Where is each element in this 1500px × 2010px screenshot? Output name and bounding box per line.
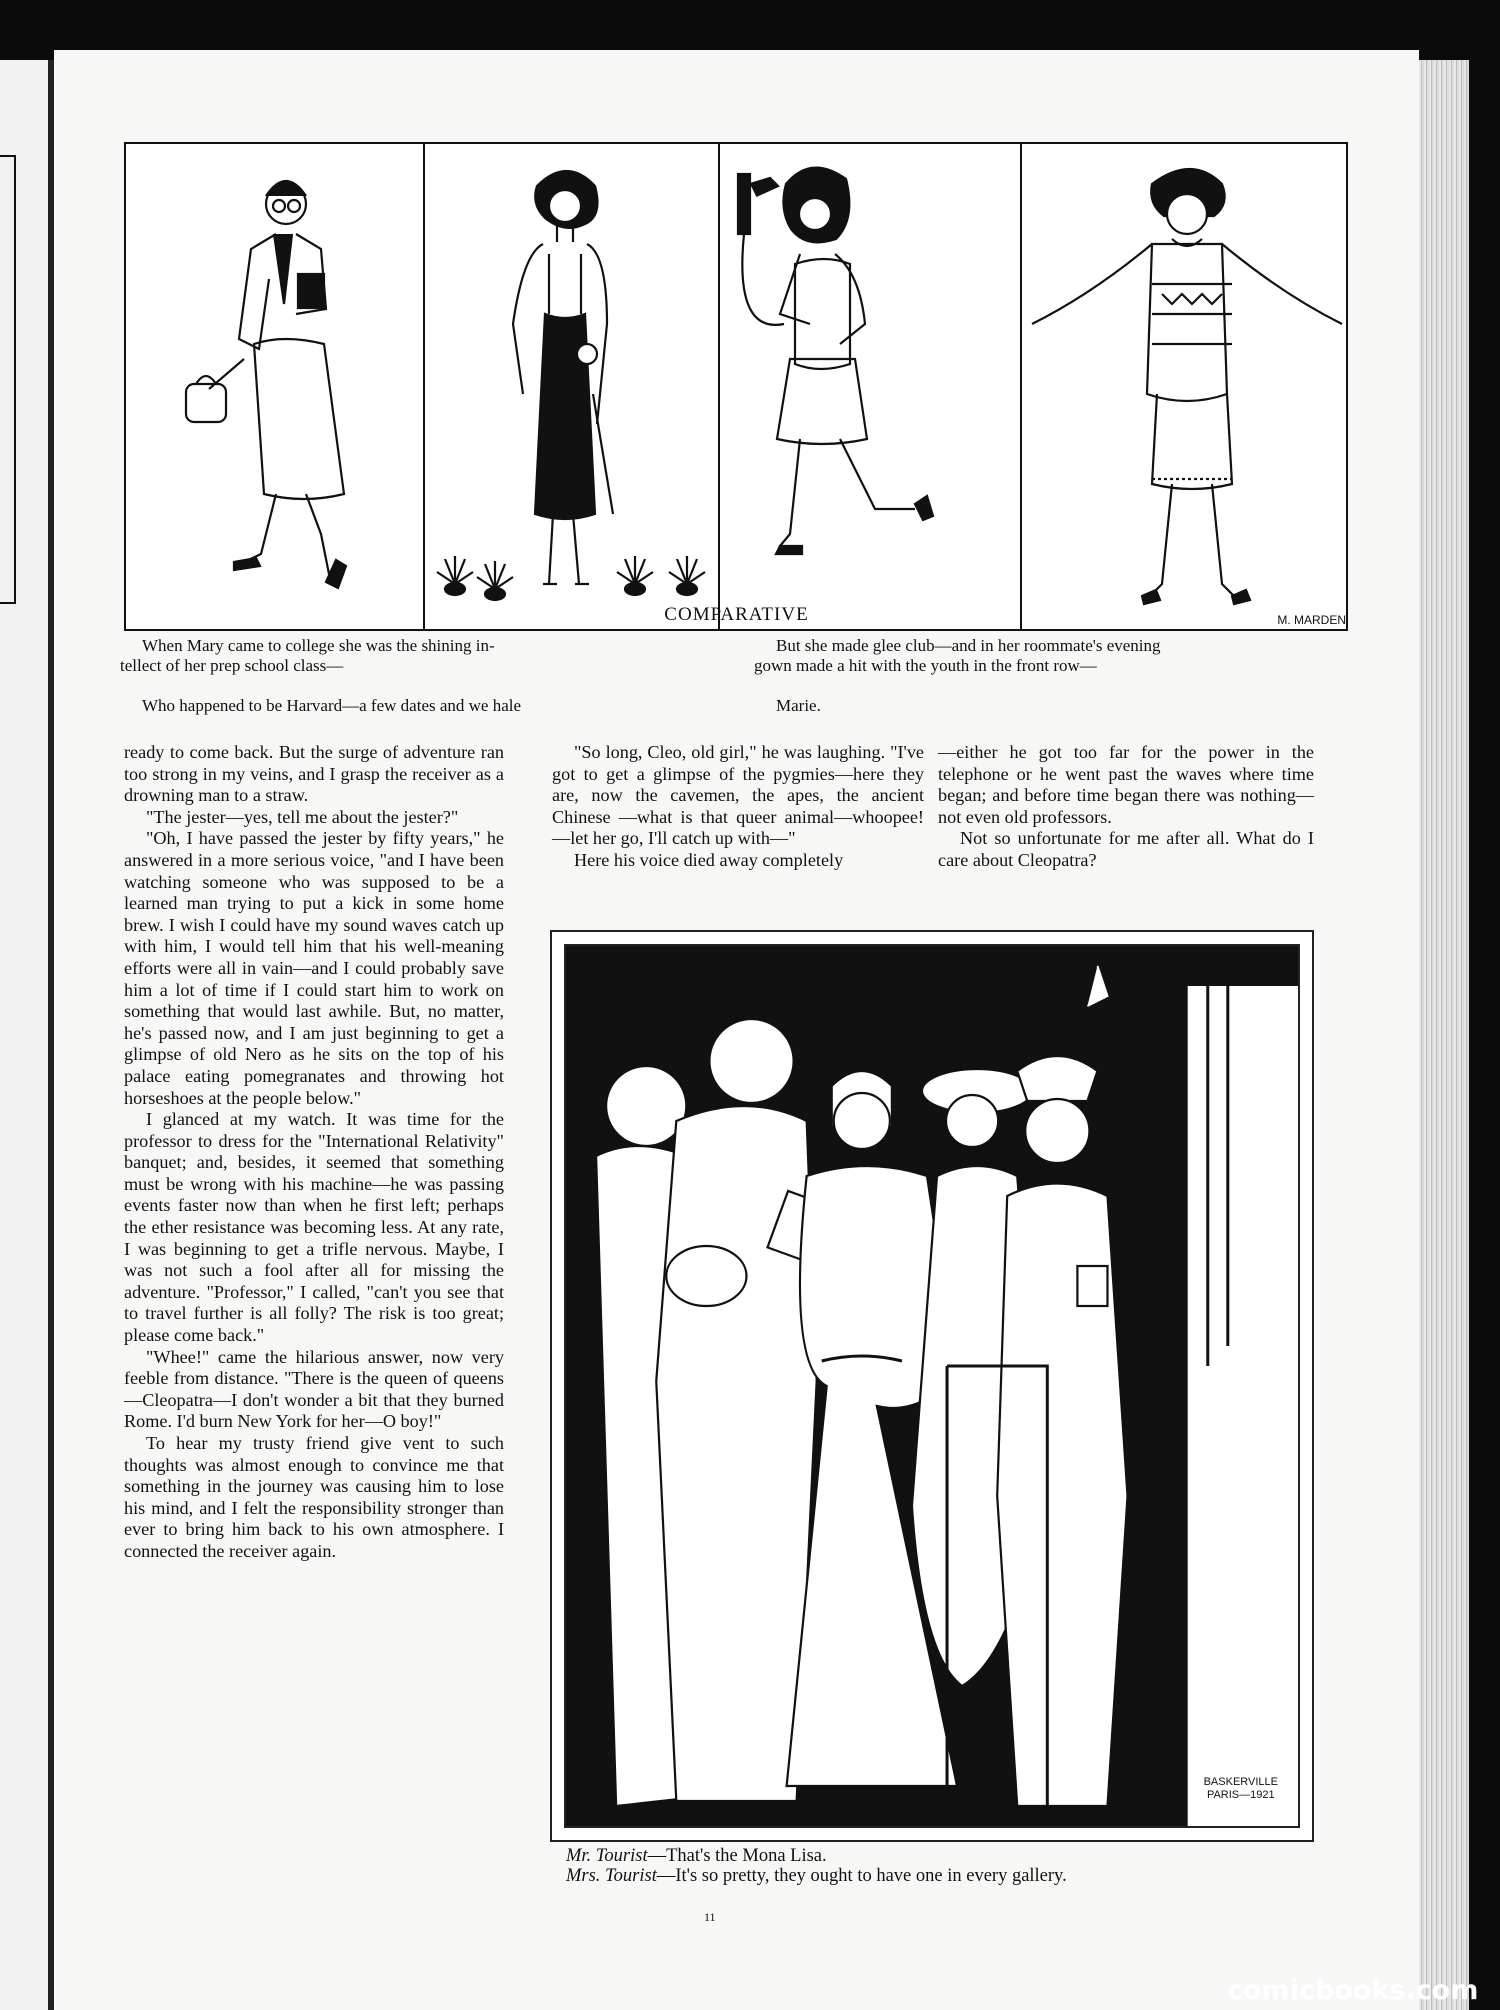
panel-telephone: [720, 144, 1022, 629]
illustration-caption: [566, 1846, 1067, 1886]
tourists-drawing: [566, 946, 1298, 1826]
paragraph: "So long, Cleo, old girl," he was laughing. "I've got to get a glimpse of the pygmies—here they are, now the cavemen, the apes, the ancient Chinese —what is that queer animal—whoopee! —let her go, I'll catch up with—": [552, 742, 924, 849]
paragraph: "Whee!" came the hilarious answer, now very feeble from distance. "There is the queen of queens—Cleopatra—I don't wonder a bit that they burned Rome. I'd burn New York for her—O boy!": [124, 1346, 504, 1432]
illustration-scene: [564, 944, 1300, 1828]
caption-left-line1: When Mary came to college she was the shining in-: [142, 636, 495, 655]
caption-left: [120, 636, 700, 716]
strip-signature: M. MARDEN: [1277, 613, 1346, 627]
caption-right: [754, 636, 1354, 716]
caption-right-line2: gown made a hit with the youth in the front row—: [754, 656, 1097, 675]
paragraph: Not so unfortunate for me after all. What do I care about Cleopatra?: [938, 828, 1314, 870]
facing-page-frame: [0, 155, 16, 604]
caption-right-line1: But she made glee club—and in her roommate's evening: [776, 636, 1161, 655]
paragraph: Here his voice died away completely: [574, 849, 844, 870]
panel-marie: [1022, 144, 1352, 629]
artist-name: BASKERVILLE: [1203, 1776, 1278, 1788]
caption-left-line3: Who happened to be Harvard—a few dates and we hale: [142, 696, 522, 715]
caption-line-1: [566, 1846, 1067, 1866]
paragraph: To hear my trusty friend give vent to such thoughts was almost enough to convince me that something in the journey was causing him to lose his mind, and I felt the responsibility stronger than ever to bring him back to his own atmosphere. I connected the receiver again.: [124, 1433, 504, 1561]
paragraph: —either he got too far for the power in the telephone or he went past the waves where time began; and before time began there was nothing—not even old professors.: [938, 742, 1314, 827]
caption-right-line3: Marie.: [776, 696, 821, 715]
panel-student: [126, 144, 425, 629]
page-number: 11: [704, 1910, 716, 1924]
evening-gown-figure: [425, 144, 718, 629]
facing-page-edge: [0, 60, 48, 2010]
paragraph: I glanced at my watch. It was time for the professor to dress for the "International Relativity" banquet; and, besides, it seemed that something must be wrong with his machine—he was passing events faster now than when he first left; perhaps the ether resistance was becoming less. At any rate, I was beginning to get a trifle nervous. Maybe, I was not such a fool after all for missing the adventure. "Professor," I called, "can't you see that to travel further is all folly? The risk is too great; please come back.": [124, 1109, 504, 1346]
story-column-3: [938, 742, 1314, 872]
comic-strip: [124, 142, 1348, 631]
paragraph: "Oh, I have passed the jester by fifty years," he answered in a more serious voice, "and I have been watching someone who was supposed to be a learned man trying to put a kick in some home brew. I wish I could have my sound waves catch up with him, I would tell him that his well-meaning efforts were all in vain—and I could probably save him a lot of time if I could start him to work on something that would last awhile. But, no matter, he's passed now, and I am just beginning to get a glimpse of old Nero as he sits on the top of his palace eating pomegranates and throwing hot horseshoes at the people below.": [124, 828, 504, 1108]
paragraph: ready to come back. But the surge of adventure ran too strong in my veins, and I grasp the receiver as a drowning man to a straw.: [124, 742, 504, 806]
caption-line-2: [566, 1866, 1067, 1886]
speaker-1: Mr. Tourist: [566, 1846, 648, 1866]
paragraph: "The jester—yes, tell me about the jester?": [146, 806, 459, 827]
magazine-page: [54, 50, 1419, 2010]
story-column-2: [552, 742, 924, 872]
telephone-figure: [720, 144, 1020, 629]
mona-lisa-illustration: [550, 930, 1314, 1842]
artist-date: PARIS—1921: [1206, 1789, 1275, 1801]
caption-left-line2: tellect of her prep school class—: [120, 656, 344, 675]
artist-signature: [1204, 1776, 1278, 1802]
panel-glee-club: [425, 144, 720, 629]
speaker-2: Mrs. Tourist: [566, 1866, 657, 1886]
page-stack-edge: [1419, 60, 1469, 2010]
student-figure: [126, 144, 423, 629]
speaker-1-text: —That's the Mona Lisa.: [647, 1846, 827, 1866]
speaker-2-text: —It's so pretty, they ought to have one in every gallery.: [656, 1866, 1067, 1886]
watermark: comicbooks.com: [1227, 1975, 1479, 2006]
story-column-1: [124, 742, 504, 1563]
comparative-title: COMPARATIVE: [664, 604, 809, 625]
sweater-figure: [1022, 144, 1352, 629]
